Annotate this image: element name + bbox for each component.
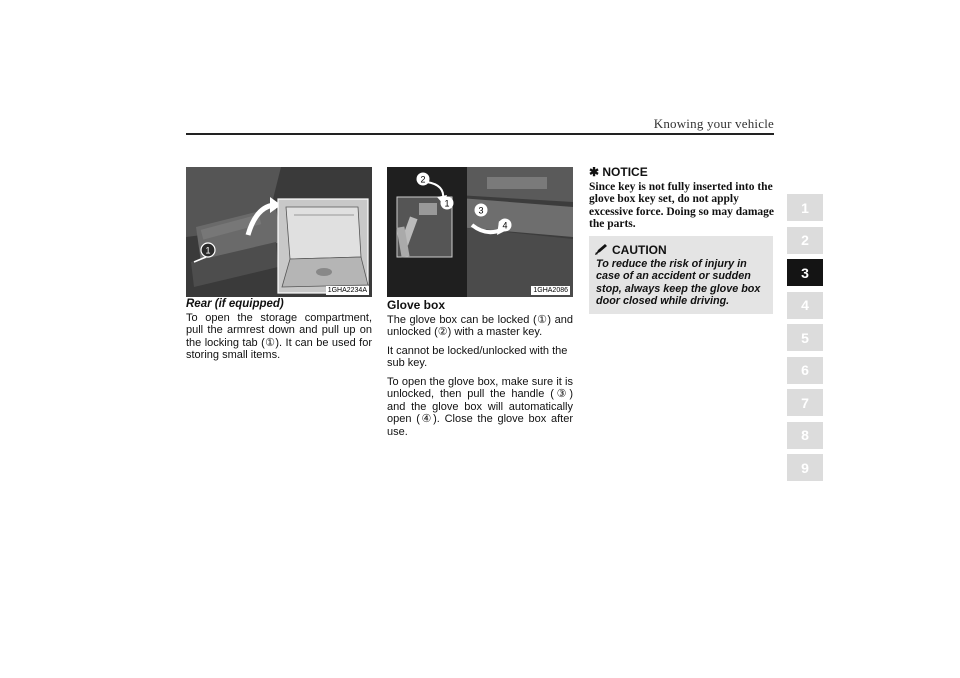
glove-box-illustration (387, 167, 573, 297)
glove-paragraph-3: To open the glove box, make sure it is unlocked, then pull the handle (③) and the glove box will automatically open (④). Close the glove box after use. (387, 375, 573, 438)
glove-paragraph-2: It cannot be locked/unlocked with the sub key. (387, 344, 568, 369)
glove-box-section (387, 299, 573, 444)
chapter-tab-7[interactable]: 7 (787, 389, 823, 416)
rear-heading: Rear (if equipped) (186, 298, 284, 310)
caution-body: To reduce the risk of injury in case of an accident or sudden stop, always keep the glove box door closed while driving. (596, 258, 761, 308)
chapter-tabs (787, 194, 823, 487)
figure-code: 1GHA2234A (327, 287, 367, 294)
notice-section (589, 166, 775, 231)
callout-1: 1 (444, 198, 450, 209)
rear-storage-section (186, 298, 372, 368)
caution-box (589, 236, 773, 314)
figure-code: 1GHA2086 (533, 287, 568, 294)
caution-title: CAUTION (612, 243, 667, 257)
callout-3: 3 (478, 205, 484, 216)
callout-1: 1 (205, 245, 211, 256)
chapter-tab-3[interactable]: 3 (787, 259, 823, 286)
chapter-tab-9[interactable]: 9 (787, 454, 823, 481)
header-rule (186, 133, 774, 135)
chapter-tab-5[interactable]: 5 (787, 324, 823, 351)
glove-paragraph-1: The glove box can be locked (①) and unlocked (②) with a master key. (387, 313, 573, 338)
rear-storage-illustration (186, 167, 372, 297)
chapter-tab-2[interactable]: 2 (787, 227, 823, 254)
pencil-icon (595, 244, 608, 258)
chapter-tab-4[interactable]: 4 (787, 292, 823, 319)
glove-heading: Glove box (387, 298, 446, 312)
callout-2: 2 (420, 174, 426, 185)
notice-title: ✱ NOTICE (589, 165, 648, 179)
chapter-tab-8[interactable]: 8 (787, 422, 823, 449)
chapter-tab-1[interactable]: 1 (787, 194, 823, 221)
page-header-title: Knowing your vehicle (653, 116, 774, 131)
callout-4: 4 (502, 220, 508, 231)
caution-heading (595, 243, 667, 258)
rear-body: To open the storage compartment, pull the armrest down and pull up on the locking tab (①). It can be used for storing small items. (186, 311, 372, 361)
notice-body: Since key is not fully inserted into the glove box key set, do not apply excessive force. Doing so may damage the parts. (589, 180, 775, 230)
chapter-tab-6[interactable]: 6 (787, 357, 823, 384)
